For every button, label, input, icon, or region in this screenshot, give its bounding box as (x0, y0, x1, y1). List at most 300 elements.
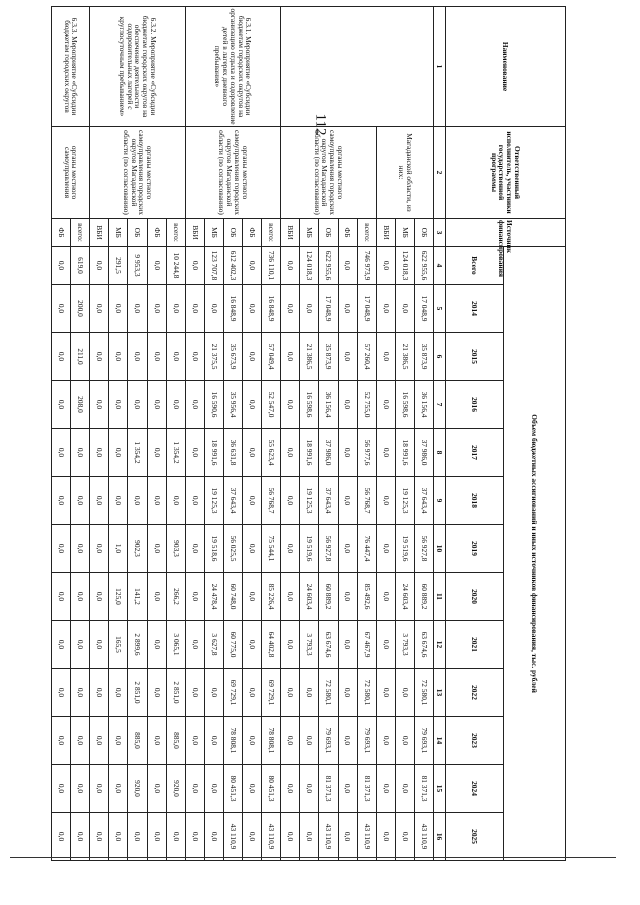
row-value: 0,0 (243, 621, 262, 669)
row-value: 36 156,4 (319, 381, 338, 429)
row-value: 0,0 (281, 381, 300, 429)
row-value: 56 977,6 (357, 429, 376, 477)
row-value: 0,0 (243, 477, 262, 525)
row-value: 902,3 (128, 525, 147, 573)
row-value: 0,0 (338, 765, 357, 813)
row-value: 885,0 (128, 717, 147, 765)
row-value: 35 673,9 (223, 333, 242, 381)
row-value: 63 674,6 (319, 621, 338, 669)
row-source: МБ (204, 219, 223, 247)
row-value: 124 018,3 (300, 247, 319, 285)
row-value: 0,0 (147, 429, 166, 477)
row-value: 24 478,4 (204, 573, 223, 621)
row-value: 200,0 (71, 285, 90, 333)
row-value: 0,0 (281, 717, 300, 765)
row-value: 0,0 (243, 285, 262, 333)
row-value: 0,0 (52, 525, 71, 573)
row-value: 0,0 (243, 573, 262, 621)
row-value: 19 125,3 (300, 477, 319, 525)
row-value: 0,0 (300, 669, 319, 717)
row-value: 0,0 (376, 717, 395, 765)
row-value: 0,0 (243, 381, 262, 429)
row-value: 60 889,2 (319, 573, 338, 621)
row-value: 920,0 (128, 765, 147, 813)
row-value: 0,0 (147, 669, 166, 717)
header-year: 2017 (446, 429, 504, 477)
row-value: 746 973,9 (357, 247, 376, 285)
row-value: 0,0 (147, 765, 166, 813)
financing-table (51, 6, 566, 861)
row-value: 0,0 (90, 573, 109, 621)
row-value: 0,0 (90, 765, 109, 813)
row-value: 885,0 (166, 717, 185, 765)
row-value: 56 025,5 (223, 525, 242, 573)
row-value: 0,0 (281, 813, 300, 861)
row-value: 72 580,1 (414, 669, 433, 717)
row-value: 80 451,3 (223, 765, 242, 813)
row-value: 0,0 (395, 813, 414, 861)
row-value: 0,0 (52, 813, 71, 861)
row-value: 79 693,1 (319, 717, 338, 765)
row-value: 0,0 (281, 765, 300, 813)
row-executor: органы местного самоуправления городских округов Магаданской области (по согласованию) (185, 127, 280, 219)
row-source: всего: (71, 219, 90, 247)
column-number: 8 (434, 429, 446, 477)
row-value: 0,0 (147, 285, 166, 333)
row-value: 0,0 (147, 381, 166, 429)
row-value: 0,0 (376, 381, 395, 429)
row-value: 0,0 (338, 525, 357, 573)
column-number: 1 (434, 7, 446, 127)
row-value: 10 244,8 (166, 247, 185, 285)
row-value: 17 048,9 (414, 285, 433, 333)
row-value: 9 953,3 (128, 247, 147, 285)
row-value: 0,0 (52, 333, 71, 381)
row-value: 0,0 (185, 525, 204, 573)
row-value: 36 156,4 (414, 381, 433, 429)
row-value: 0,0 (90, 381, 109, 429)
row-executor: органы местного самоуправления городских округов Магаданской области (по согласованию) (90, 127, 185, 219)
row-value: 0,0 (109, 765, 128, 813)
row-value: 0,0 (185, 621, 204, 669)
row-value: 0,0 (376, 285, 395, 333)
row-value: 619,0 (71, 247, 90, 285)
row-value: 903,3 (166, 525, 185, 573)
row-value: 35 873,9 (414, 333, 433, 381)
row-value: 0,0 (128, 285, 147, 333)
row-value: 0,0 (71, 813, 90, 861)
row-value: 43 110,9 (223, 813, 242, 861)
header-year: 2024 (446, 765, 504, 813)
row-value: 0,0 (166, 333, 185, 381)
row-value: 0,0 (109, 381, 128, 429)
row-value: 21 386,5 (300, 333, 319, 381)
row-value: 291,5 (109, 247, 128, 285)
row-value: 0,0 (300, 765, 319, 813)
row-value: 622 955,6 (414, 247, 433, 285)
row-value: 1 354,2 (128, 429, 147, 477)
table-body (52, 7, 434, 861)
row-value: 56 927,8 (319, 525, 338, 573)
column-number: 2 (434, 127, 446, 219)
row-value: 0,0 (185, 477, 204, 525)
row-value: 0,0 (71, 765, 90, 813)
row-value: 0,0 (52, 381, 71, 429)
row-value: 57 049,4 (262, 333, 281, 381)
row-value: 0,0 (185, 333, 204, 381)
row-value: 35 956,4 (223, 381, 242, 429)
column-number: 6 (434, 333, 446, 381)
row-value: 0,0 (300, 285, 319, 333)
row-source: МБ (300, 219, 319, 247)
row-value: 0,0 (90, 525, 109, 573)
row-value: 0,0 (300, 813, 319, 861)
row-value: 0,0 (71, 573, 90, 621)
row-value: 36 631,8 (223, 429, 242, 477)
row-name: 6.3.2. Мероприятие «Субсидии бюджетам городских округов на обеспечение деятельности оздоровительных лагерей с круглосуточным пребыванием» (90, 7, 185, 127)
row-value: 0,0 (147, 247, 166, 285)
row-value: 211,0 (71, 333, 90, 381)
header-volume: Объем бюджетных ассигнований и иных источников финансирования, тыс. рублей (504, 247, 566, 861)
row-value: 3 793,3 (300, 621, 319, 669)
row-value: 0,0 (376, 247, 395, 285)
header-year: 2018 (446, 477, 504, 525)
row-value: 0,0 (204, 813, 223, 861)
header-year: 2020 (446, 573, 504, 621)
row-value: 0,0 (338, 285, 357, 333)
row-value: 56 927,8 (414, 525, 433, 573)
row-name (281, 7, 434, 127)
row-value: 0,0 (376, 525, 395, 573)
row-value: 52 755,0 (357, 381, 376, 429)
row-value: 0,0 (147, 525, 166, 573)
row-value: 1 354,2 (166, 429, 185, 477)
row-value: 0,0 (128, 477, 147, 525)
row-value: 0,0 (90, 669, 109, 717)
row-source: МБ (109, 219, 128, 247)
row-value: 0,0 (338, 717, 357, 765)
row-value: 43 110,9 (262, 813, 281, 861)
header-executor: Ответственный исполнитель, участники государственной программы (446, 127, 566, 219)
row-value: 52 547,0 (262, 381, 281, 429)
column-number: 12 (434, 621, 446, 669)
row-value: 0,0 (185, 669, 204, 717)
row-value: 0,0 (52, 477, 71, 525)
row-value: 0,0 (395, 717, 414, 765)
row-value: 0,0 (166, 381, 185, 429)
row-value: 16 848,9 (223, 285, 242, 333)
column-number: 3 (434, 219, 446, 247)
row-value: 81 371,3 (319, 765, 338, 813)
row-value: 24 603,4 (395, 573, 414, 621)
row-executor: органы местного самоуправления (52, 127, 90, 219)
row-value: 72 580,1 (357, 669, 376, 717)
row-value: 43 110,9 (357, 813, 376, 861)
row-value: 0,0 (52, 429, 71, 477)
row-value: 69 729,1 (223, 669, 242, 717)
row-source: МБ (395, 219, 414, 247)
row-value: 0,0 (147, 813, 166, 861)
row-value: 736 110,1 (262, 247, 281, 285)
row-name: 6.3.1. Мероприятие «Субсидии бюджетам городских округов на организацию отдыха и оздоровление детей в лагерях дневного пребывания» (185, 7, 280, 127)
row-executor: органы местного самоуправления городских округов Магаданской области (по согласованию) (281, 127, 376, 219)
row-value: 0,0 (90, 717, 109, 765)
row-source: ВБИ (90, 219, 109, 247)
row-value: 0,0 (338, 429, 357, 477)
row-value: 0,0 (90, 285, 109, 333)
row-value: 0,0 (128, 333, 147, 381)
row-value: 208,0 (71, 381, 90, 429)
row-source: ОБ (414, 219, 433, 247)
row-value: 0,0 (376, 429, 395, 477)
row-value: 0,0 (147, 477, 166, 525)
row-source: ФБ (147, 219, 166, 247)
row-value: 0,0 (147, 717, 166, 765)
column-number: 13 (434, 669, 446, 717)
header-year: 2022 (446, 669, 504, 717)
row-value: 0,0 (185, 573, 204, 621)
row-value: 72 580,1 (319, 669, 338, 717)
row-value: 78 808,1 (223, 717, 242, 765)
row-value: 78 808,1 (262, 717, 281, 765)
row-source: всего: (262, 219, 281, 247)
row-value: 0,0 (243, 333, 262, 381)
row-source: ФБ (52, 219, 71, 247)
row-value: 0,0 (166, 813, 185, 861)
row-value: 0,0 (128, 381, 147, 429)
row-value: 0,0 (109, 285, 128, 333)
row-value: 124 018,3 (395, 247, 414, 285)
row-source: ВБИ (185, 219, 204, 247)
row-value: 0,0 (281, 333, 300, 381)
row-value: 37 986,0 (414, 429, 433, 477)
header-source: Источник финансирования (446, 219, 566, 247)
row-value: 0,0 (109, 429, 128, 477)
row-value: 0,0 (281, 525, 300, 573)
row-value: 0,0 (281, 429, 300, 477)
header-year: 2023 (446, 717, 504, 765)
row-value: 0,0 (90, 333, 109, 381)
row-value: 0,0 (147, 573, 166, 621)
row-value: 76 447,4 (357, 525, 376, 573)
row-value: 0,0 (109, 669, 128, 717)
row-value: 0,0 (243, 247, 262, 285)
row-value: 0,0 (166, 477, 185, 525)
column-number: 9 (434, 477, 446, 525)
row-value: 0,0 (185, 813, 204, 861)
column-number: 5 (434, 285, 446, 333)
row-value: 60 889,2 (414, 573, 433, 621)
row-value: 0,0 (90, 621, 109, 669)
header-year: 2021 (446, 621, 504, 669)
row-value: 0,0 (128, 813, 147, 861)
column-number: 4 (434, 247, 446, 285)
column-number: 7 (434, 381, 446, 429)
row-value: 0,0 (338, 813, 357, 861)
row-value: 0,0 (71, 621, 90, 669)
row-value: 0,0 (90, 813, 109, 861)
row-value: 2 851,0 (128, 669, 147, 717)
row-source: всего: (166, 219, 185, 247)
row-value: 0,0 (243, 525, 262, 573)
row-value: 0,0 (243, 717, 262, 765)
row-name: 6.3.3. Мероприятие «Субсидии бюджетам городских округов (52, 7, 90, 127)
bottom-rule (10, 857, 616, 858)
row-value: 21 386,5 (395, 333, 414, 381)
row-value: 43 110,9 (319, 813, 338, 861)
row-source: ВБИ (281, 219, 300, 247)
header-total: Всего (446, 247, 504, 285)
row-value: 0,0 (243, 813, 262, 861)
row-value: 0,0 (376, 765, 395, 813)
row-value: 19 125,3 (395, 477, 414, 525)
row-value: 0,0 (90, 247, 109, 285)
row-value: 0,0 (281, 477, 300, 525)
row-value: 0,0 (338, 669, 357, 717)
row-value: 0,0 (185, 285, 204, 333)
row-source: ФБ (243, 219, 262, 247)
row-value: 0,0 (204, 285, 223, 333)
row-value: 56 768,7 (357, 477, 376, 525)
row-value: 85 226,4 (262, 573, 281, 621)
row-value: 0,0 (338, 247, 357, 285)
row-value: 0,0 (166, 285, 185, 333)
row-value: 16 590,6 (204, 381, 223, 429)
page-number: 112 (312, 113, 329, 136)
row-value: 16 598,6 (395, 381, 414, 429)
row-value: 0,0 (185, 429, 204, 477)
row-value: 0,0 (185, 717, 204, 765)
row-value: 37 643,4 (414, 477, 433, 525)
row-value: 622 955,6 (319, 247, 338, 285)
row-value: 0,0 (71, 669, 90, 717)
row-value: 60 748,0 (223, 573, 242, 621)
row-value: 0,0 (109, 333, 128, 381)
row-value: 79 693,1 (414, 717, 433, 765)
row-value: 16 848,9 (262, 285, 281, 333)
row-value: 0,0 (52, 247, 71, 285)
row-value: 0,0 (109, 813, 128, 861)
row-value: 0,0 (300, 717, 319, 765)
row-value: 0,0 (376, 333, 395, 381)
row-value: 17 048,9 (357, 285, 376, 333)
row-value: 37 643,4 (223, 477, 242, 525)
row-value: 0,0 (52, 621, 71, 669)
row-value: 37 986,0 (319, 429, 338, 477)
row-source: ВБИ (376, 219, 395, 247)
row-value: 0,0 (376, 477, 395, 525)
row-value: 0,0 (204, 765, 223, 813)
row-value: 2 851,0 (166, 669, 185, 717)
row-source: ОБ (128, 219, 147, 247)
column-number: 11 (434, 573, 446, 621)
column-numbers-row (434, 7, 446, 861)
row-value: 0,0 (243, 429, 262, 477)
row-value: 0,0 (395, 285, 414, 333)
row-value: 24 603,4 (300, 573, 319, 621)
row-value: 0,0 (109, 717, 128, 765)
row-value: 19 518,6 (204, 525, 223, 573)
row-value: 57 260,4 (357, 333, 376, 381)
column-number: 10 (434, 525, 446, 573)
row-value: 0,0 (338, 573, 357, 621)
header-year: 2019 (446, 525, 504, 573)
row-value: 165,5 (109, 621, 128, 669)
row-value: 0,0 (90, 429, 109, 477)
row-value: 35 873,9 (319, 333, 338, 381)
row-value: 0,0 (281, 621, 300, 669)
row-value: 2 899,6 (128, 621, 147, 669)
row-value: 0,0 (243, 669, 262, 717)
row-value: 3 627,8 (204, 621, 223, 669)
row-value: 0,0 (147, 621, 166, 669)
row-value: 0,0 (185, 381, 204, 429)
row-value: 0,0 (338, 477, 357, 525)
row-value: 18 991,6 (300, 429, 319, 477)
row-source: ФБ (338, 219, 357, 247)
row-value: 612 402,3 (223, 247, 242, 285)
column-number: 14 (434, 717, 446, 765)
row-value: 1,0 (109, 525, 128, 573)
row-value: 0,0 (52, 765, 71, 813)
rotated-page (51, 6, 566, 861)
row-value: 56 768,7 (262, 477, 281, 525)
row-value: 0,0 (52, 669, 71, 717)
row-value: 0,0 (281, 573, 300, 621)
row-value: 0,0 (376, 669, 395, 717)
row-value: 0,0 (281, 669, 300, 717)
row-value: 0,0 (338, 333, 357, 381)
row-value: 0,0 (281, 285, 300, 333)
row-source: ОБ (319, 219, 338, 247)
row-value: 0,0 (71, 429, 90, 477)
row-value: 16 598,6 (300, 381, 319, 429)
row-value: 0,0 (90, 477, 109, 525)
row-value: 43 110,9 (414, 813, 433, 861)
row-value: 67 467,9 (357, 621, 376, 669)
row-value: 19 519,6 (300, 525, 319, 573)
row-value: 85 492,6 (357, 573, 376, 621)
row-value: 125,0 (109, 573, 128, 621)
row-value: 79 693,1 (357, 717, 376, 765)
row-value: 80 451,3 (262, 765, 281, 813)
row-value: 0,0 (376, 573, 395, 621)
row-source: всего: (357, 219, 376, 247)
row-value: 0,0 (395, 765, 414, 813)
column-number: 16 (434, 813, 446, 861)
row-executor: Магаданской области, из них: (376, 127, 433, 219)
row-value: 17 048,9 (319, 285, 338, 333)
row-value: 0,0 (395, 669, 414, 717)
row-value: 0,0 (71, 525, 90, 573)
row-value: 0,0 (376, 813, 395, 861)
column-number: 15 (434, 765, 446, 813)
row-value: 18 991,6 (395, 429, 414, 477)
row-value: 0,0 (185, 247, 204, 285)
row-source: ОБ (223, 219, 242, 247)
row-value: 123 707,8 (204, 247, 223, 285)
row-value: 0,0 (147, 333, 166, 381)
row-value: 0,0 (376, 621, 395, 669)
row-value: 0,0 (243, 765, 262, 813)
row-value: 141,2 (128, 573, 147, 621)
row-value: 18 991,6 (204, 429, 223, 477)
row-value: 69 729,1 (262, 669, 281, 717)
row-value: 81 371,3 (414, 765, 433, 813)
row-value: 21 375,5 (204, 333, 223, 381)
header-year: 2016 (446, 381, 504, 429)
row-value: 0,0 (185, 765, 204, 813)
